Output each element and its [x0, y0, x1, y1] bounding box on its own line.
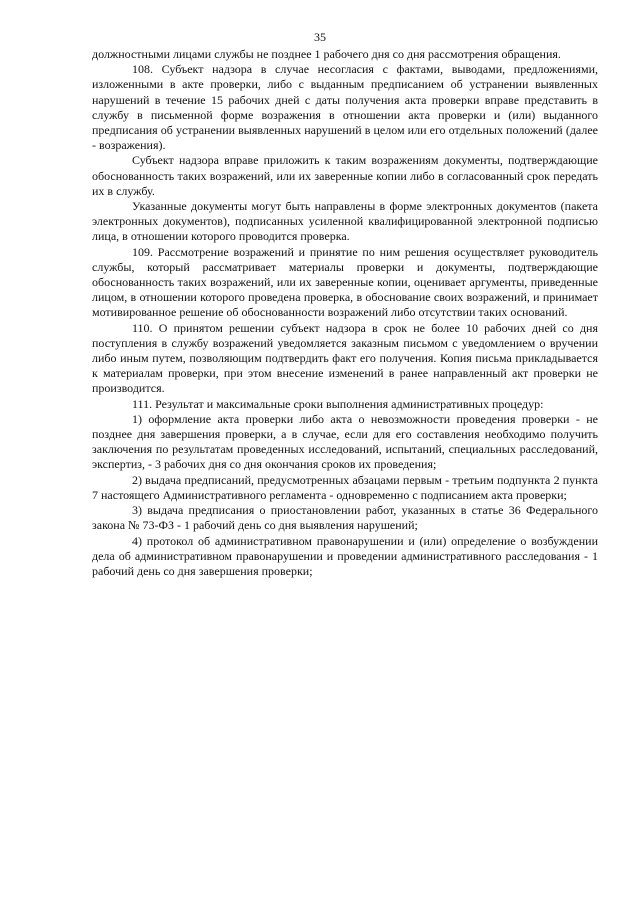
list-item-3: 3) выдача предписания о приостановлении работ, указанных в статье 36 Федерального закона № 73-ФЗ - 1 рабочий день со дня выявления нарушений;: [92, 503, 598, 533]
paragraph-110: 110. О принятом решении субъект надзора в срок не более 10 рабочих дней со дня поступления в службу возражений уведомляется заказным письмом с уведомлением о вручении либо иным путем, позволяющим подтвердить факт его получения. Копия письма прикладывается к материалам проверки, при этом внесение изменений в ранее направленный акт проверки не производится.: [92, 320, 598, 396]
list-item-2: 2) выдача предписаний, предусмотренных абзацами первым - третьим подпункта 2 пункта 7 настоящего Административного регламента - одновременно с подписанием акта проверки;: [92, 472, 598, 502]
document-body: [92, 47, 598, 579]
paragraph-111: 111. Результат и максимальные сроки выполнения административных процедур:: [132, 396, 544, 411]
paragraph-109: 109. Рассмотрение возражений и принятие по ним решения осуществляет руководитель службы, который рассматривает материалы проверки и документы, подтверждающие обоснованность таких возражений, или их заверенные копии, оценивает аргументы, приведенные лицом, в отношении которого проведена проверка, в обоснование своих возражений, и принимает мотивированное решение об обоснованности возражений либо отсутствии таких оснований.: [92, 244, 598, 320]
list-item-4: 4) протокол об административном правонарушении и (или) определение о возбуждении дела об административном правонарушении и проведении административного расследования - 1 рабочий день со дня завершения проверки;: [92, 533, 598, 578]
paragraph-108: 108. Субъект надзора в случае несогласия с фактами, выводами, предложениями, изложенными в акте проверки, либо с выданным предписанием об устранении выявленных нарушений в течение 15 рабочих дней с даты получения акта проверки вправе представить в службу в письменной форме возражения в отношении акта проверки и (или) выданного предписания об устранении выявленных нарушений в целом или его отдельных положений (далее - возражения).: [92, 62, 598, 153]
paragraph-108-electronic-documents: Указанные документы могут быть направлены в форме электронных документов (пакета электронных документов), подписанных усиленной квалифицированной электронной подписью лица, в отношении которого проводится проверка.: [92, 199, 598, 244]
list-item-1: 1) оформление акта проверки либо акта о невозможности проведения проверки - не позднее дня завершения проверки, а в случае, если для его составления необходимо получить заключения по результатам проведенных исследований, испытаний, специальных расследований, экспертиз, - 3 рабочих дня со дня окончания сроков их проведения;: [92, 411, 598, 472]
paragraph-108-attachments: Субъект надзора вправе приложить к таким возражениям документы, подтверждающие обоснованность таких возражений, или их заверенные копии либо в согласованный срок передать их в службу.: [92, 153, 598, 198]
paragraph-continuation: должностными лицами службы не позднее 1 рабочего дня со дня рассмотрения обращения.: [92, 47, 561, 61]
page-number: 35: [314, 30, 326, 44]
